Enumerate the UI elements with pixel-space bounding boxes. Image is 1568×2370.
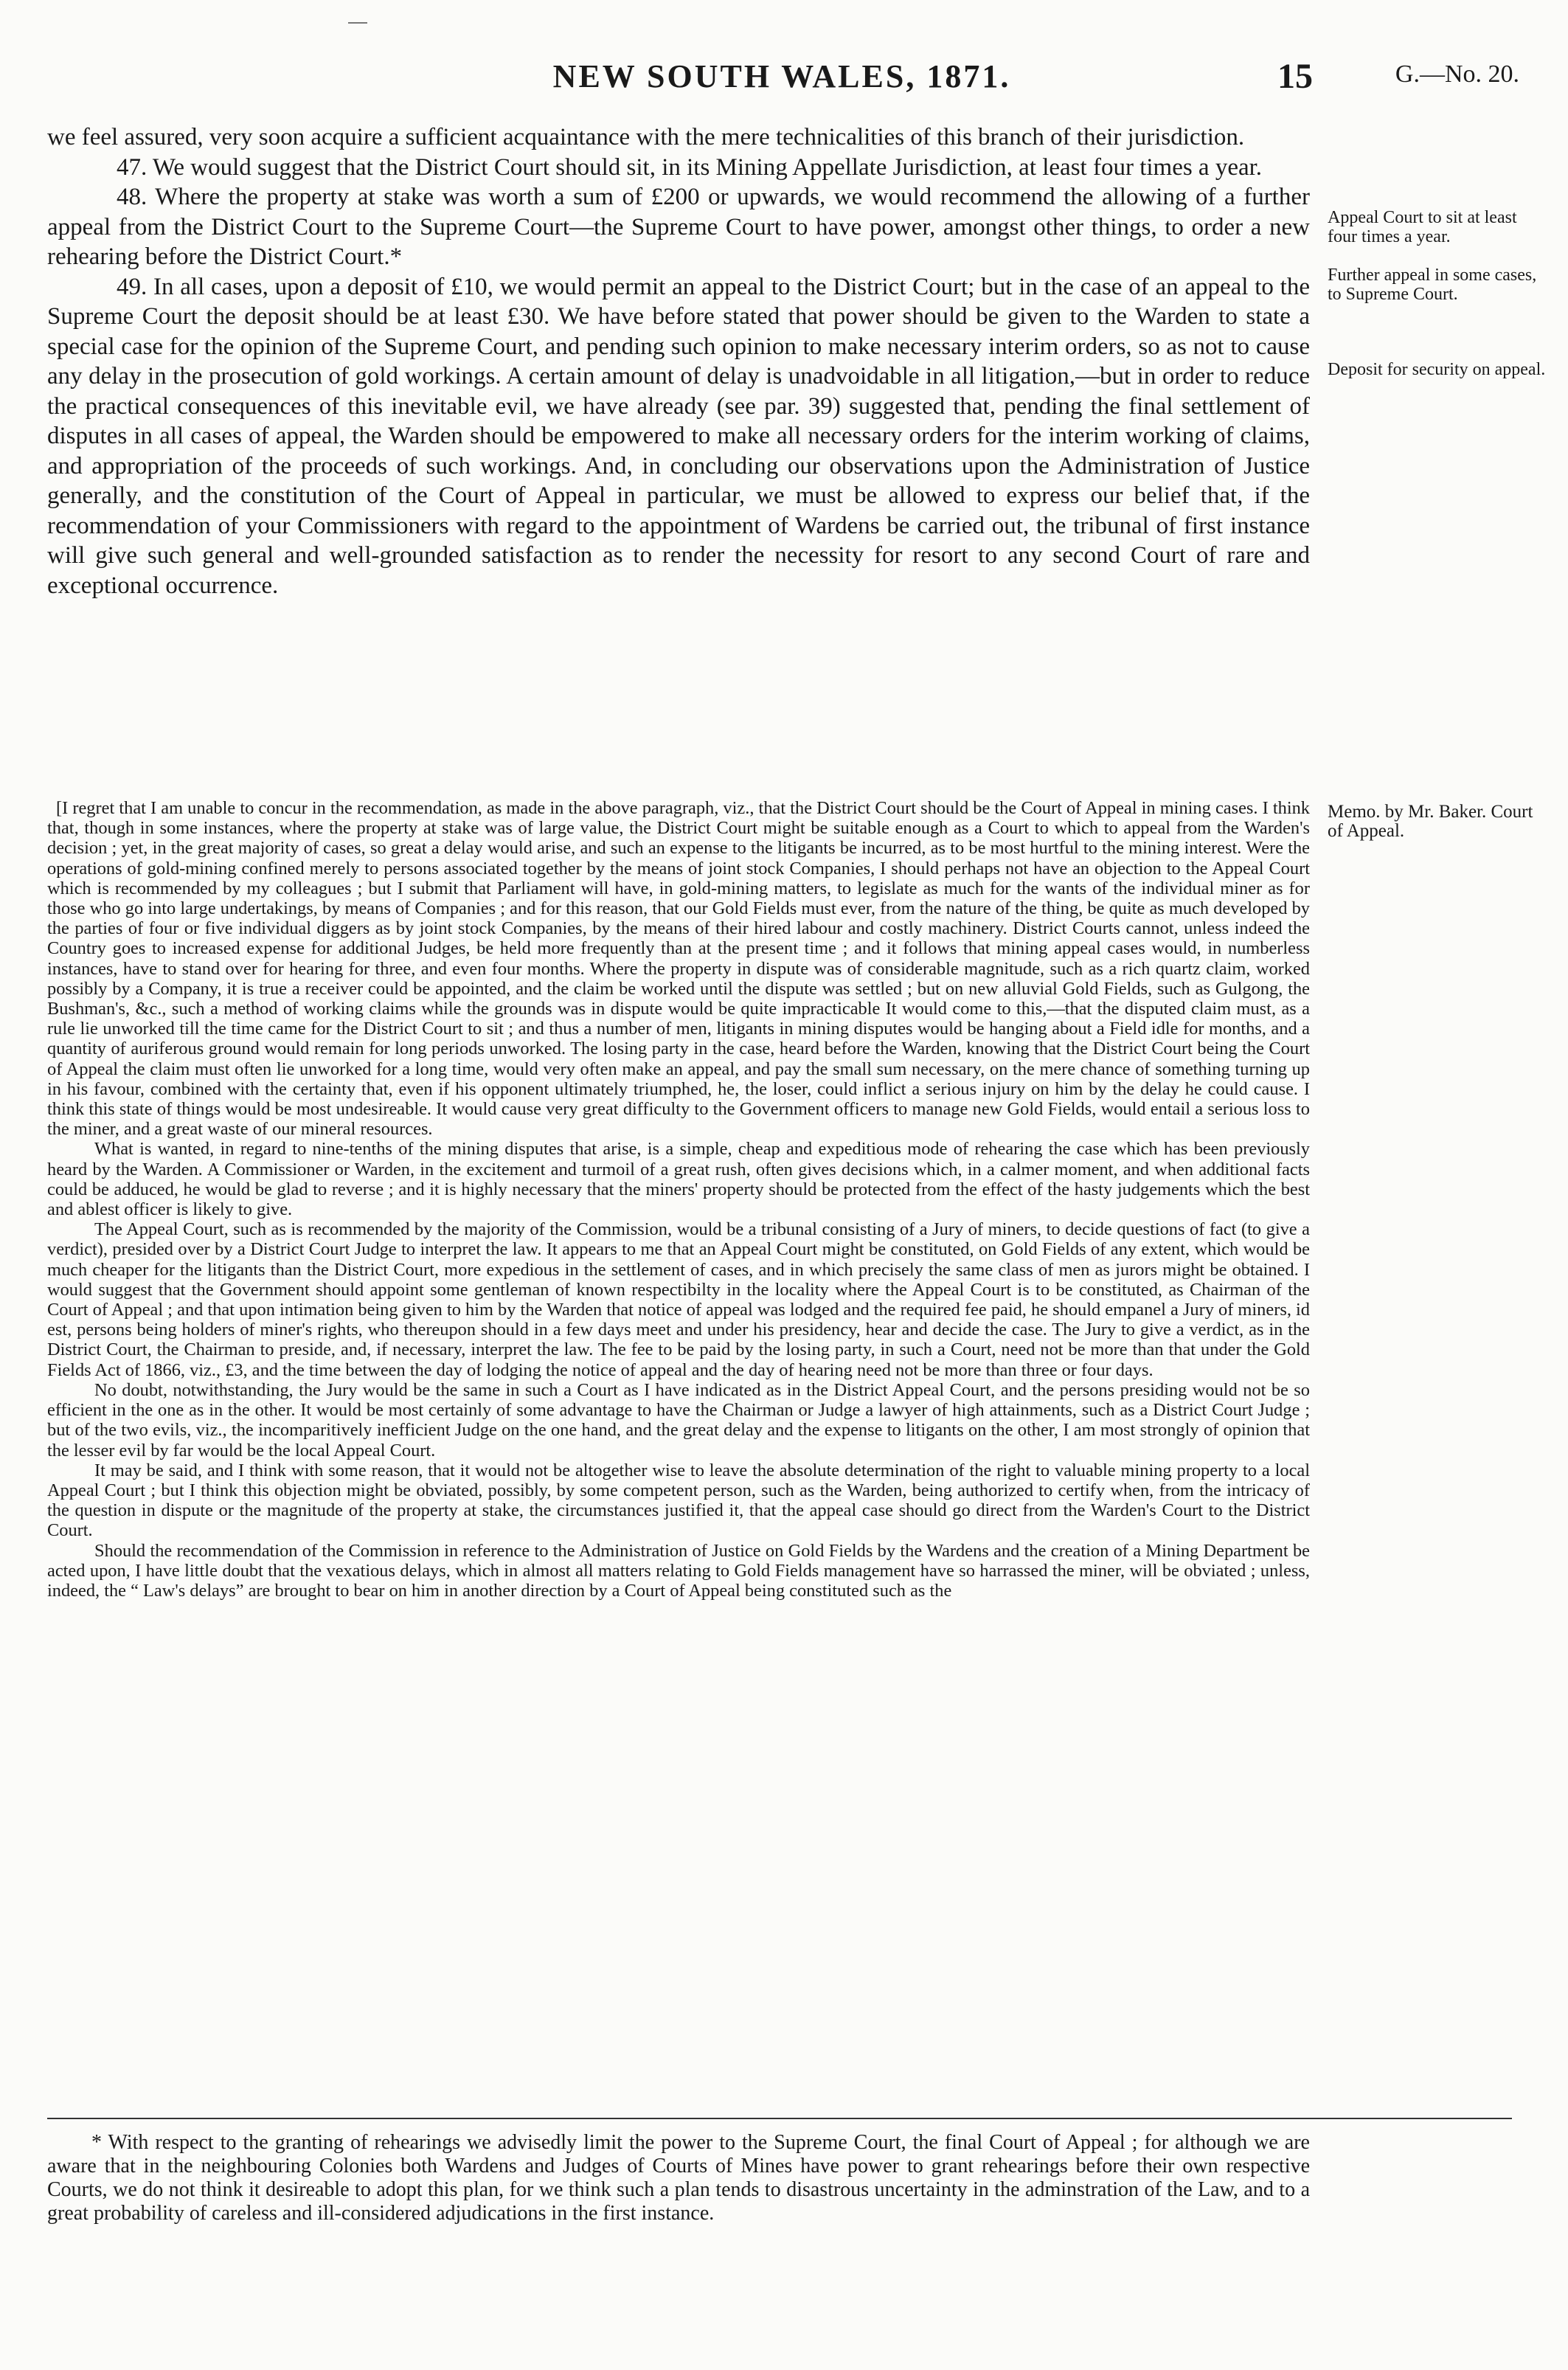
memo-paragraph-2: What is wanted, in regard to nine-tenths of the mining disputes that arise, is a simple, cheap and expeditious mode of rehearing the case which has been previously heard by the Warden. A Commissioner or Warden, in the excitement and turmoil of a great rush, often gives decisions which, in a calmer moment, and when additional facts could be adduced, he would be glad to reverse ; and it is highly necessary that the miners' property should be protected from the effect of the hasty judgements which the best and ablest officer is likely to give. (47, 1139, 1310, 1220)
margin-note-appeal-court: Appeal Court to sit at least four times a year. (1328, 208, 1517, 246)
footnote-text: * With respect to the granting of rehearings we advisedly limit the power to the Supreme Court, the final Court of Appeal ; for although we are aware that in the neighbouring Colonies both Wardens and Judges of Courts of Mines have power to grant rehearings before their own respective Courts, we do not think it desireable to adopt this plan, for we think such a plan tends to disastrous uncertainty in the adminstration of the Law, and to a great probability of careless and ill-considered adjudications in the first instance. (47, 2131, 1310, 2225)
paragraph-47: 47. We would suggest that the District Court should sit, in its Mining Appellate Jurisdiction, at least four times a year. (117, 153, 1263, 181)
paragraph-48: 48. Where the property at stake was worth a sum of £200 or upwards, we would recommend the allowing of a further appeal from the District Court to the Supreme Court—the Supreme Court to have power, amongst other things, to order a new rehearing before the District Court.* (47, 184, 1310, 270)
page-header (44, 58, 1519, 109)
memo-paragraph-6: Should the recommendation of the Commission in reference to the Administration of Justice on Gold Fields by the Wardens and the creation of a Mining Department be acted upon, I have little doubt that the vexatious delays, which in almost all matters relating to Gold Fields management have so harrassed the miner, will be obviated ; unless, indeed, the “ Law's delays” are brought to bear on him in another direction by a Court of Appeal being constituted such as the (47, 1540, 1310, 1601)
scan-mark (348, 22, 367, 24)
paragraph-continued: we feel assured, very soon acquire a sufficient acquaintance with the mere technicalities of this branch of their jurisdiction. (47, 124, 1245, 150)
footnote-divider (47, 2118, 1512, 2119)
margin-note-deposit: Deposit for security on appeal. (1328, 360, 1546, 379)
memo-paragraph-5: It may be said, and I think with some reason, that it would not be altogether wise to leave the absolute determination of the right to valuable mining property to a local Appeal Court ; but I think this objection might be obviated, possibly, by some competent person, such as the Warden, being authorized to certify when, from the intricacy of the question in dispute or the magnitude of the property at stake, the circumstances justified it, that the appeal case should go direct from the Warden's Court to the District Court. (47, 1460, 1310, 1541)
main-text (47, 122, 1310, 600)
memo-paragraph-4: No doubt, notwithstanding, the Jury would be the same in such a Court as I have indicated as in the District Appeal Court, and the persons presiding would not be so efficient in the one as in the other. It would be most certainly of some advantage to have the Chairman or Judge a lawyer of high attainments, such as a District Court Judge ; but of the two evils, viz., the incomparitively inefficient Judge on the one hand, and the great delay and the expense to litigants on the other, I am most strongly of opinion that the lesser evil by far would be the local Appeal Court. (47, 1379, 1310, 1461)
margin-note-memo: Memo. by Mr. Baker. Court of Appeal. (1328, 802, 1533, 841)
page-title: NEW SOUTH WALES, 1871. (552, 58, 1011, 94)
margin-note-further-appeal: Further appeal in some cases, to Supreme Court. (1328, 266, 1537, 304)
document-ref: G.—No. 20. (1395, 60, 1519, 88)
memo-paragraph-3: The Appeal Court, such as is recommended by the majority of the Commission, would be a tribunal consisting of a Jury of miners, to decide questions of fact (to give a verdict), presided over by a District Court Judge to interpret the law. It appears to me that an Appeal Court might be constituted, on Gold Fields of any extent, which would be much cheaper for the litigants than the District Court, more expedious in the settlement of cases, and in which precisely the same class of men as jurors might be obtained. I would suggest that the Government should appoint some gentleman of known respectibilty in the locality where the Appeal Court is to be constituted, as Chairman of the Court of Appeal ; and that upon intimation being given to him by the Warden that notice of appeal was lodged and the required fee paid, he should empanel a Jury of miners, id est, persons being holders of miner's rights, who thereupon should in a few days meet and under his presidency, hear and decide the case. The Jury to give a verdict, as in the District Court, the Chairman to preside, and, if necessary, interpret the law. The fee to be paid by the losing party, in such a Court, need not be more than that under the Gold Fields Act of 1866, viz., £3, and the time between the day of lodging the notice of appeal and the day of hearing need not be more than three or four days. (47, 1219, 1310, 1380)
footnote (47, 2131, 1310, 2225)
memo-by-baker (47, 798, 1310, 1601)
page-number: 15 (1277, 57, 1313, 96)
paragraph-49: 49. In all cases, upon a deposit of £10, we would permit an appeal to the District Court; but in the case of an appeal to the Supreme Court the deposit should be at least £30. We have before stated that power should be given to the Warden to state a special case for the opinion of the Supreme Court, and pending such opinion to make necessary interim orders, so as not to cause any delay in the prosecution of gold workings. A certain amount of delay is unadvoidable in all litigation,—but in order to reduce the practical consequences of this inevitable evil, we have already (see par. 39) suggested that, pending the final settlement of disputes in all cases of appeal, the Warden should be empowered to make all necessary orders for the interim working of claims, and appropriation of the proceeds of such workings. And, in concluding our observations upon the Administration of Justice generally, and the constitution of the Court of Appeal in particular, we must be allowed to express our belief that, if the recommendation of your Commissioners with regard to the appointment of Wardens be carried out, the tribunal of first instance will give such general and well-grounded satisfaction as to render the necessity for resort to any second Court of rare and exceptional occurrence. (47, 273, 1310, 599)
memo-paragraph-1: [I regret that I am unable to concur in the recommendation, as made in the above paragraph, viz., that the District Court should be the Court of Appeal in mining cases. I think that, though in some instances, where the property at stake was of large value, the District Court might be suitable enough as a Court to which to appeal from the Warden's decision ; yet, in the great majority of cases, so great a delay would arise, and such an expense to the litigants be incurred, as to be most hurtful to the mining interest. Were the operations of gold-mining confined merely to persons associated together by the means of joint stock Companies, I should perhaps not have an objection to the Appeal Court which is recommended by my colleagues ; but I submit that Parliament will have, in gold-mining matters, to legislate as much for the wants of the individual miner as for those who go into large undertakings, by means of Companies ; and for this reason, that our Gold Fields must ever, from the nature of the thing, be quite as much developed by the parties of four or five individual diggers as by joint stock Companies, by the means of their hired labour and costly machinery. District Courts cannot, unless indeed the Country goes to increased expense for additional Judges, be held more frequently than at the present time ; and it follows that mining appeal cases would, in numberless instances, have to stand over for hearing for three, and even four months. Where the property in dispute was of considerable magnitude, such as a rich quartz claim, worked possibly by a Company, it is true a receiver could be appointed, and the claim be worked until the dispute was settled ; but on new alluvial Gold Fields, such as Gulgong, the Bushman's, &c., such a method of working claims while the grounds was in dispute would be quite impracticable It would come to this,—that the disputed claim must, as a rule lie unworked till the time came for the District Court to sit ; and thus a number of men, litigants in mining disputes would be hanging about a Field idle for months, and a quantity of auriferous ground would remain for long periods unworked. The losing party in the case, heard before the Warden, knowing that the District Court being the Court of Appeal the claim must often lie unworked for a long time, would very often make an appeal, and pay the small sum necessary, on the mere chance of something turning up in his favour, combined with the certainty that, even if his opponent ultimately triumphed, he, the loser, could inflict a serious injury on him by the delay he could cause. I think this state of things would be most undesireable. It would cause very great difficulty to the Government officers to manage new Gold Fields, would entail a serious loss to the miner, and a great waste of our mineral resources. (47, 798, 1310, 1140)
